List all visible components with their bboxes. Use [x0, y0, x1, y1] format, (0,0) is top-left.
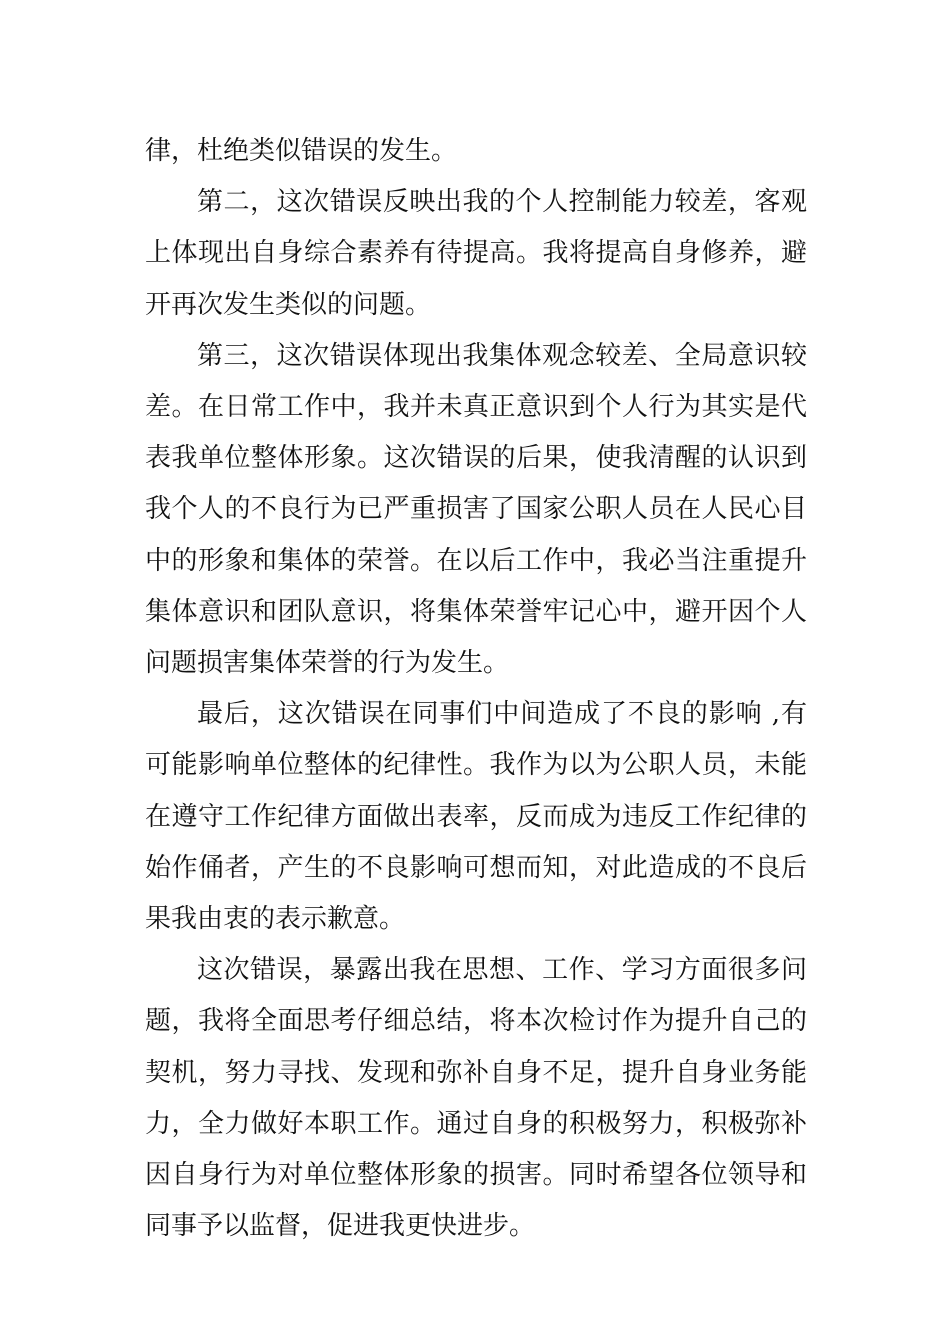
paragraph-continuation: 律，杜绝类似错误的发生。	[145, 136, 458, 166]
paragraph-final-point: 最后，这次错误在同事们中间造成了不良的影响 ,有可能影响单位整体的纪律性。我作为以为公职人员，未能在遵守工作纪律方面做出表率，反而成为违反工作纪律的始作俑者，产生的不良影响可想而知，对此造成的不良后果我由衷的表示歉意。	[145, 699, 807, 935]
paragraph-second-point: 第二，这次错误反映出我的个人控制能力较差，客观上体现出自身综合素养有待提高。我将提高自身修养，避开再次发生类似的问题。	[145, 187, 807, 320]
document-body	[145, 126, 807, 1252]
paragraph-third-point: 第三，这次错误体现出我集体观念较差、全局意识较差。在日常工作中，我并未真正意识到个人行为其实是代表我单位整体形象。这次错误的后果，使我清醒的认识到我个人的不良行为已严重损害了国家公职人员在人民心目中的形象和集体的荣誉。在以后工作中，我必当注重提升集体意识和团队意识，将集体荣誉牢记心中，避开因个人问题损害集体荣誉的行为发生。	[145, 340, 807, 679]
paragraph-conclusion: 这次错误，暴露出我在思想、工作、学习方面很多问题，我将全面思考仔细总结，将本次检讨作为提升自己的契机，努力寻找、发现和弥补自身不足，提升自身业务能力，全力做好本职工作。通过自身的积极努力，积极弥补因自身行为对单位整体形象的损害。同时希望各位领导和同事予以监督，促进我更快进步。	[145, 955, 807, 1242]
